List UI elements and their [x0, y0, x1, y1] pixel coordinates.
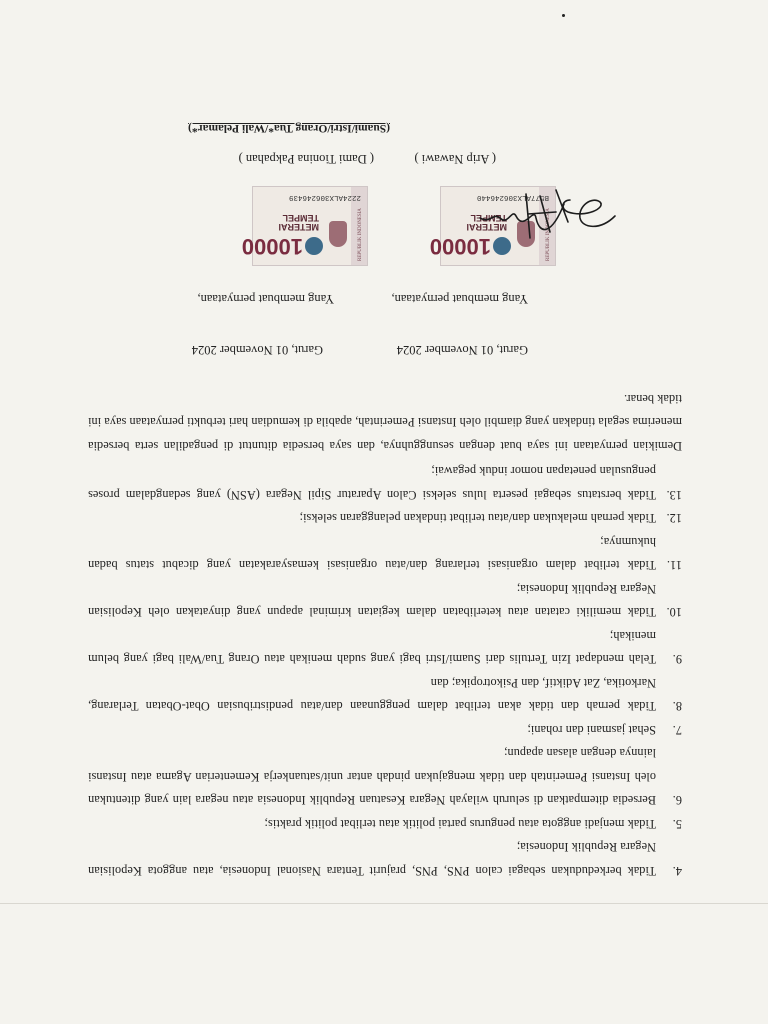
item-number: 11. [666, 558, 682, 573]
right-maker-label: Yang membuat pernyataan, [197, 292, 334, 306]
statement-item-10 [88, 577, 682, 624]
stamp-value: 10000 [429, 234, 491, 259]
statement-list [88, 374, 682, 882]
item-text: Tidak pernah dan tidak akan terlibat dalam penggunaan dan/atau pendistribusian Obat-Obatan Terlarang, Narkotika, Zat Adiktif, dan Psikotropika; dan [88, 676, 656, 714]
item-text: Sehat jasmani dan rohani; [527, 723, 656, 737]
item-text: Tidak memiliki catatan atau keterlibatan dalam kegiatan kriminal apapun yang dinyatakan oleh Kepolisian Negara Republik Indonesia; [88, 582, 656, 620]
item-number: 12. [666, 511, 682, 526]
item-text: Tidak menjadi anggota atau pengurus partai politik atau terlibat politik praktis; [264, 817, 656, 831]
hologram-seal-icon [305, 237, 323, 255]
statement-item-4 [88, 835, 682, 882]
scan-edge-top [0, 903, 768, 904]
item-number: 4. [672, 864, 682, 878]
item-number: 9. [672, 652, 682, 667]
statement-item-7 [88, 718, 682, 742]
left-signer-name: ( Arip Nawawi ) [414, 152, 496, 166]
stamp-label-meterai: METERAI [278, 222, 319, 232]
left-maker-label: Yang membuat pernyataan, [391, 292, 528, 306]
statement-item-5 [88, 812, 682, 836]
garuda-emblem-icon [329, 221, 347, 247]
statement-item-13 [88, 459, 682, 506]
stamp-serial: B577ALX306246440 [476, 193, 549, 201]
stamp-label-tempel: TEMPEL [470, 213, 507, 223]
stamp-value: 10000 [241, 234, 303, 259]
stamp-serial: 2224ALX306246439 [288, 193, 361, 201]
scan-speck [562, 14, 565, 17]
item-text: Tidak berkedudukan sebagai calon PNS, PNS, prajurit Tentara Nasional Indonesia, atau anggota Kepolisian Negara Republik Indonesia; [88, 840, 656, 878]
left-city-date: Garut, 01 November 2024 [396, 343, 528, 357]
item-number: 8. [672, 699, 682, 714]
stamp-label-tempel: TEMPEL [282, 213, 319, 223]
right-signature-icon [474, 188, 570, 244]
right-city-date: Garut, 01 November 2024 [191, 343, 323, 357]
stamp-label-meterai: METERAI [466, 222, 507, 232]
item-text: Tidak pernah melakukan dan/atau terlibat tindakan pelanggaran seleksi; [299, 511, 656, 526]
statement-item-11 [88, 530, 682, 577]
item-number: 13. [666, 488, 682, 502]
closing-paragraph: Demikian pernyataan ini saya buat dengan sesungguhnya, dan saya bersedia dituntut di pengadilan serta bersedia menerima segala tindakan yang diambil oleh Instansi Pemerintah, apabila di kemudian hari terbukti pernyataan saya ini tidak benar. [88, 392, 682, 453]
statement-item-9 [88, 624, 682, 671]
item-text: Tidak terlibat dalam organisasi terlarang dan/atau organisasi kemasyarakatan yang dicabut status badan hukumnya; [88, 535, 656, 573]
statement-item-8 [88, 671, 682, 718]
right-meterai-stamp: REPUBLIK INDONESIA 10000 METERAI TEMPEL 2224ALX306246439 [252, 186, 368, 266]
right-signer-role: (Suami/Istri/Orang Tua*/Wali Pelamar*) [188, 122, 390, 134]
left-meterai-stamp: REPUBLIK INDONESIA 10000 METERAI TEMPEL B577ALX306246440 [440, 186, 556, 266]
item-text: Telah mendapat Izin Tertulis dari Suami/Istri bagi yang sudah menikah atau Orang Tua/Wali bagi yang belum menikah; [88, 629, 656, 667]
statement-item-12 [88, 506, 682, 530]
item-number: 6. [672, 793, 682, 808]
right-signer-name: ( Dami Tionina Pakpahan ) [238, 152, 374, 166]
item-text: Tidak berstatus sebagai peserta lulus seleksi Calon Aparatur Sipil Negara (ASN) yang sedangdalam proses pengusulan penetapan nomor induk pegawai; [88, 464, 656, 502]
statement-item-6 [88, 741, 682, 812]
item-number: 5. [672, 817, 682, 831]
item-number: 10. [666, 605, 682, 620]
item-number: 7. [672, 723, 682, 737]
item-text: Bersedia ditempatkan di seluruh wilayah Negara Kesatuan Republik Indonesia atau negara lain yang ditentukan oleh Instansi Pemerintah dan tidak mengajukan pindah antar unit/satuankerja Kementerian Agama atau Instansi lainnya dengan alasan apapun; [88, 746, 656, 808]
